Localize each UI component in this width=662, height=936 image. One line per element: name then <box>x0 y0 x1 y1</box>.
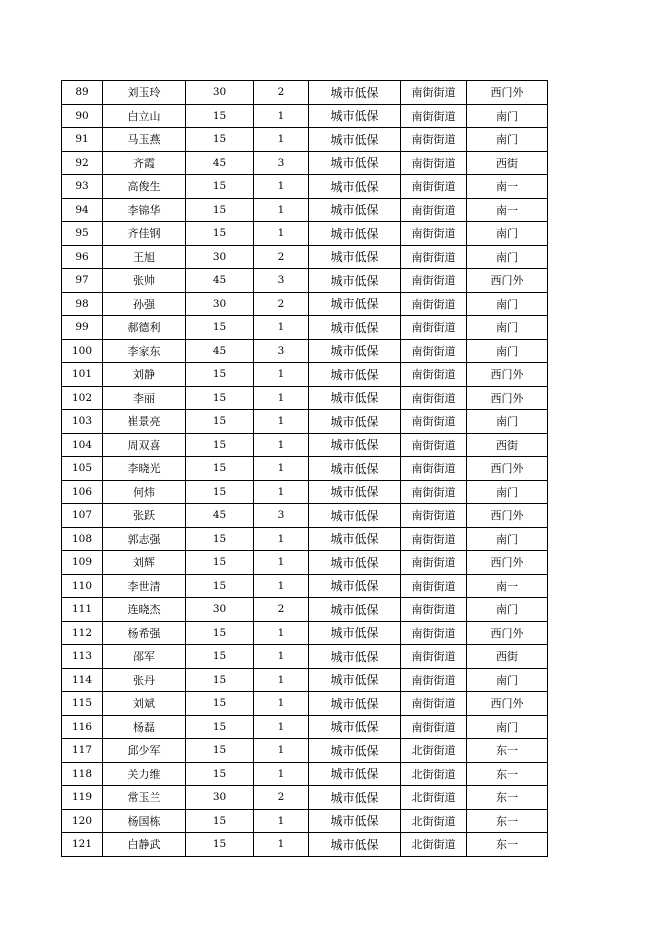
table-row <box>62 151 548 175</box>
table-row <box>62 316 548 340</box>
type-cell[interactable]: 城市低保 <box>309 104 401 128</box>
area-cell[interactable]: 西门外 <box>467 363 548 387</box>
area-cell[interactable]: 南门 <box>467 527 548 551</box>
table-row <box>62 480 548 504</box>
row-number[interactable]: 96 <box>62 245 103 269</box>
row-number[interactable]: 89 <box>62 81 103 105</box>
street-cell[interactable]: 北街街道 <box>401 786 467 810</box>
area-cell[interactable]: 南一 <box>467 175 548 199</box>
row-number[interactable]: 105 <box>62 457 103 481</box>
count-cell[interactable]: 1 <box>254 621 309 645</box>
row-number[interactable]: 92 <box>62 151 103 175</box>
table-row <box>62 128 548 152</box>
row-number[interactable]: 104 <box>62 433 103 457</box>
count-cell[interactable]: 1 <box>254 128 309 152</box>
name-cell[interactable]: 杨国栋 <box>103 809 186 833</box>
street-cell[interactable]: 南街街道 <box>401 339 467 363</box>
area-cell[interactable]: 南门 <box>467 292 548 316</box>
type-cell[interactable]: 城市低保 <box>309 574 401 598</box>
row-number[interactable]: 99 <box>62 316 103 340</box>
name-cell[interactable]: 齐霞 <box>103 151 186 175</box>
street-cell[interactable]: 南街街道 <box>401 81 467 105</box>
row-number[interactable]: 120 <box>62 809 103 833</box>
name-cell[interactable]: 李晓光 <box>103 457 186 481</box>
row-number[interactable]: 103 <box>62 410 103 434</box>
count-cell[interactable]: 1 <box>254 739 309 763</box>
count-cell[interactable]: 3 <box>254 151 309 175</box>
amount-cell[interactable]: 15 <box>186 175 254 199</box>
street-cell[interactable]: 南街街道 <box>401 316 467 340</box>
type-cell[interactable]: 城市低保 <box>309 739 401 763</box>
type-cell[interactable]: 城市低保 <box>309 316 401 340</box>
street-cell[interactable]: 南街街道 <box>401 104 467 128</box>
name-cell[interactable]: 杨磊 <box>103 715 186 739</box>
amount-cell[interactable]: 15 <box>186 386 254 410</box>
name-cell[interactable]: 张跃 <box>103 504 186 528</box>
name-cell[interactable]: 刘静 <box>103 363 186 387</box>
area-cell[interactable]: 西门外 <box>467 692 548 716</box>
area-cell[interactable]: 西门外 <box>467 504 548 528</box>
name-cell[interactable]: 李锦华 <box>103 198 186 222</box>
amount-cell[interactable]: 45 <box>186 504 254 528</box>
type-cell[interactable]: 城市低保 <box>309 551 401 575</box>
table-row <box>62 292 548 316</box>
row-number[interactable]: 95 <box>62 222 103 246</box>
table-row <box>62 645 548 669</box>
table-row <box>62 81 548 105</box>
count-cell[interactable]: 2 <box>254 292 309 316</box>
row-number[interactable]: 116 <box>62 715 103 739</box>
area-cell[interactable]: 西门外 <box>467 386 548 410</box>
name-cell[interactable]: 白立山 <box>103 104 186 128</box>
type-cell[interactable]: 城市低保 <box>309 809 401 833</box>
area-cell[interactable]: 南门 <box>467 668 548 692</box>
street-cell[interactable]: 南街街道 <box>401 645 467 669</box>
table-row <box>62 245 548 269</box>
count-cell[interactable]: 1 <box>254 386 309 410</box>
amount-cell[interactable]: 15 <box>186 363 254 387</box>
street-cell[interactable]: 南街街道 <box>401 504 467 528</box>
street-cell[interactable]: 南街街道 <box>401 433 467 457</box>
name-cell[interactable]: 刘玉玲 <box>103 81 186 105</box>
type-cell[interactable]: 城市低保 <box>309 480 401 504</box>
amount-cell[interactable]: 15 <box>186 128 254 152</box>
table-row <box>62 269 548 293</box>
street-cell[interactable]: 南街街道 <box>401 363 467 387</box>
street-cell[interactable]: 南街街道 <box>401 668 467 692</box>
name-cell[interactable]: 白静武 <box>103 833 186 857</box>
area-cell[interactable]: 南门 <box>467 316 548 340</box>
type-cell[interactable]: 城市低保 <box>309 363 401 387</box>
type-cell[interactable]: 城市低保 <box>309 786 401 810</box>
street-cell[interactable]: 南街街道 <box>401 692 467 716</box>
row-number[interactable]: 101 <box>62 363 103 387</box>
amount-cell[interactable]: 15 <box>186 762 254 786</box>
amount-cell[interactable]: 15 <box>186 457 254 481</box>
amount-cell[interactable]: 45 <box>186 269 254 293</box>
name-cell[interactable]: 连晓杰 <box>103 598 186 622</box>
table-row <box>62 809 548 833</box>
table-row <box>62 198 548 222</box>
count-cell[interactable]: 3 <box>254 504 309 528</box>
count-cell[interactable]: 3 <box>254 339 309 363</box>
area-cell[interactable]: 西门外 <box>467 269 548 293</box>
row-number[interactable]: 102 <box>62 386 103 410</box>
count-cell[interactable]: 2 <box>254 786 309 810</box>
count-cell[interactable]: 2 <box>254 245 309 269</box>
type-cell[interactable]: 城市低保 <box>309 715 401 739</box>
row-number[interactable]: 106 <box>62 480 103 504</box>
amount-cell[interactable]: 45 <box>186 339 254 363</box>
street-cell[interactable]: 南街街道 <box>401 574 467 598</box>
count-cell[interactable]: 1 <box>254 551 309 575</box>
row-number[interactable]: 114 <box>62 668 103 692</box>
type-cell[interactable]: 城市低保 <box>309 245 401 269</box>
row-number[interactable]: 112 <box>62 621 103 645</box>
amount-cell[interactable]: 45 <box>186 151 254 175</box>
table-row <box>62 433 548 457</box>
type-cell[interactable]: 城市低保 <box>309 527 401 551</box>
street-cell[interactable]: 南街街道 <box>401 175 467 199</box>
count-cell[interactable]: 1 <box>254 645 309 669</box>
amount-cell[interactable]: 15 <box>186 621 254 645</box>
area-cell[interactable]: 南门 <box>467 339 548 363</box>
count-cell[interactable]: 1 <box>254 480 309 504</box>
type-cell[interactable]: 城市低保 <box>309 175 401 199</box>
area-cell[interactable]: 东一 <box>467 739 548 763</box>
table-row <box>62 339 548 363</box>
count-cell[interactable]: 1 <box>254 692 309 716</box>
amount-cell[interactable]: 30 <box>186 245 254 269</box>
street-cell[interactable]: 北街街道 <box>401 809 467 833</box>
area-cell[interactable]: 东一 <box>467 809 548 833</box>
count-cell[interactable]: 1 <box>254 809 309 833</box>
name-cell[interactable]: 李家东 <box>103 339 186 363</box>
table-row <box>62 739 548 763</box>
table-row <box>62 175 548 199</box>
type-cell[interactable]: 城市低保 <box>309 222 401 246</box>
name-cell[interactable]: 齐佳钢 <box>103 222 186 246</box>
name-cell[interactable]: 崔景亮 <box>103 410 186 434</box>
row-number[interactable]: 115 <box>62 692 103 716</box>
amount-cell[interactable]: 15 <box>186 480 254 504</box>
row-number[interactable]: 119 <box>62 786 103 810</box>
row-number[interactable]: 108 <box>62 527 103 551</box>
count-cell[interactable]: 1 <box>254 833 309 857</box>
type-cell[interactable]: 城市低保 <box>309 621 401 645</box>
name-cell[interactable]: 孙强 <box>103 292 186 316</box>
count-cell[interactable]: 2 <box>254 598 309 622</box>
type-cell[interactable]: 城市低保 <box>309 339 401 363</box>
row-number[interactable]: 90 <box>62 104 103 128</box>
name-cell[interactable]: 何炜 <box>103 480 186 504</box>
type-cell[interactable]: 城市低保 <box>309 457 401 481</box>
type-cell[interactable]: 城市低保 <box>309 433 401 457</box>
table-row <box>62 715 548 739</box>
area-cell[interactable]: 南门 <box>467 128 548 152</box>
row-number[interactable]: 113 <box>62 645 103 669</box>
table-row <box>62 527 548 551</box>
area-cell[interactable]: 南一 <box>467 574 548 598</box>
table-row <box>62 457 548 481</box>
amount-cell[interactable]: 15 <box>186 551 254 575</box>
name-cell[interactable]: 邵军 <box>103 645 186 669</box>
name-cell[interactable]: 常玉兰 <box>103 786 186 810</box>
row-number[interactable]: 110 <box>62 574 103 598</box>
type-cell[interactable]: 城市低保 <box>309 386 401 410</box>
table-row <box>62 762 548 786</box>
area-cell[interactable]: 南门 <box>467 245 548 269</box>
row-number[interactable]: 91 <box>62 128 103 152</box>
amount-cell[interactable]: 30 <box>186 81 254 105</box>
count-cell[interactable]: 1 <box>254 175 309 199</box>
table-row <box>62 222 548 246</box>
area-cell[interactable]: 西街 <box>467 151 548 175</box>
type-cell[interactable]: 城市低保 <box>309 668 401 692</box>
table-row <box>62 410 548 434</box>
row-number[interactable]: 98 <box>62 292 103 316</box>
area-cell[interactable]: 东一 <box>467 833 548 857</box>
area-cell[interactable]: 南门 <box>467 598 548 622</box>
amount-cell[interactable]: 30 <box>186 598 254 622</box>
table-row <box>62 621 548 645</box>
name-cell[interactable]: 高俊生 <box>103 175 186 199</box>
area-cell[interactable]: 南门 <box>467 480 548 504</box>
amount-cell[interactable]: 15 <box>186 692 254 716</box>
table-row <box>62 786 548 810</box>
amount-cell[interactable]: 15 <box>186 410 254 434</box>
area-cell[interactable]: 西门外 <box>467 551 548 575</box>
amount-cell[interactable]: 15 <box>186 198 254 222</box>
amount-cell[interactable]: 15 <box>186 668 254 692</box>
area-cell[interactable]: 西门外 <box>467 621 548 645</box>
amount-cell[interactable]: 15 <box>186 739 254 763</box>
type-cell[interactable]: 城市低保 <box>309 269 401 293</box>
street-cell[interactable]: 南街街道 <box>401 621 467 645</box>
table-row <box>62 551 548 575</box>
street-cell[interactable]: 南街街道 <box>401 245 467 269</box>
row-number[interactable]: 121 <box>62 833 103 857</box>
area-cell[interactable]: 西门外 <box>467 457 548 481</box>
count-cell[interactable]: 1 <box>254 762 309 786</box>
name-cell[interactable]: 刘斌 <box>103 692 186 716</box>
area-cell[interactable]: 南一 <box>467 198 548 222</box>
name-cell[interactable]: 马玉燕 <box>103 128 186 152</box>
name-cell[interactable]: 张丹 <box>103 668 186 692</box>
count-cell[interactable]: 1 <box>254 574 309 598</box>
amount-cell[interactable]: 15 <box>186 645 254 669</box>
name-cell[interactable]: 刘辉 <box>103 551 186 575</box>
street-cell[interactable]: 南街街道 <box>401 386 467 410</box>
count-cell[interactable]: 1 <box>254 410 309 434</box>
type-cell[interactable]: 城市低保 <box>309 410 401 434</box>
table-row <box>62 363 548 387</box>
area-cell[interactable]: 东一 <box>467 786 548 810</box>
table-row <box>62 104 548 128</box>
type-cell[interactable]: 城市低保 <box>309 692 401 716</box>
count-cell[interactable]: 1 <box>254 104 309 128</box>
street-cell[interactable]: 南街街道 <box>401 198 467 222</box>
street-cell[interactable]: 南街街道 <box>401 457 467 481</box>
area-cell[interactable]: 西门外 <box>467 81 548 105</box>
count-cell[interactable]: 1 <box>254 527 309 551</box>
type-cell[interactable]: 城市低保 <box>309 645 401 669</box>
row-number[interactable]: 97 <box>62 269 103 293</box>
street-cell[interactable]: 南街街道 <box>401 292 467 316</box>
type-cell[interactable]: 城市低保 <box>309 762 401 786</box>
area-cell[interactable]: 西街 <box>467 645 548 669</box>
street-cell[interactable]: 南街街道 <box>401 269 467 293</box>
name-cell[interactable]: 郝德利 <box>103 316 186 340</box>
type-cell[interactable]: 城市低保 <box>309 198 401 222</box>
name-cell[interactable]: 李世清 <box>103 574 186 598</box>
name-cell[interactable]: 郭志强 <box>103 527 186 551</box>
beneficiary-table <box>61 80 548 857</box>
street-cell[interactable]: 南街街道 <box>401 128 467 152</box>
amount-cell[interactable]: 15 <box>186 715 254 739</box>
type-cell[interactable]: 城市低保 <box>309 292 401 316</box>
area-cell[interactable]: 西街 <box>467 433 548 457</box>
table-row <box>62 598 548 622</box>
area-cell[interactable]: 南门 <box>467 410 548 434</box>
row-number[interactable]: 117 <box>62 739 103 763</box>
row-number[interactable]: 93 <box>62 175 103 199</box>
count-cell[interactable]: 2 <box>254 81 309 105</box>
count-cell[interactable]: 1 <box>254 457 309 481</box>
amount-cell[interactable]: 15 <box>186 433 254 457</box>
name-cell[interactable]: 王旭 <box>103 245 186 269</box>
spreadsheet-table <box>61 80 547 857</box>
count-cell[interactable]: 1 <box>254 668 309 692</box>
street-cell[interactable]: 南街街道 <box>401 480 467 504</box>
amount-cell[interactable]: 15 <box>186 833 254 857</box>
count-cell[interactable]: 1 <box>254 222 309 246</box>
type-cell[interactable]: 城市低保 <box>309 504 401 528</box>
street-cell[interactable]: 北街街道 <box>401 833 467 857</box>
type-cell[interactable]: 城市低保 <box>309 151 401 175</box>
street-cell[interactable]: 南街街道 <box>401 151 467 175</box>
count-cell[interactable]: 1 <box>254 433 309 457</box>
type-cell[interactable]: 城市低保 <box>309 81 401 105</box>
name-cell[interactable]: 关力维 <box>103 762 186 786</box>
row-number[interactable]: 94 <box>62 198 103 222</box>
name-cell[interactable]: 周双喜 <box>103 433 186 457</box>
table-row <box>62 574 548 598</box>
count-cell[interactable]: 3 <box>254 269 309 293</box>
type-cell[interactable]: 城市低保 <box>309 833 401 857</box>
amount-cell[interactable]: 15 <box>186 104 254 128</box>
name-cell[interactable]: 杨希强 <box>103 621 186 645</box>
amount-cell[interactable]: 30 <box>186 786 254 810</box>
amount-cell[interactable]: 15 <box>186 574 254 598</box>
area-cell[interactable]: 南门 <box>467 104 548 128</box>
street-cell[interactable]: 南街街道 <box>401 551 467 575</box>
street-cell[interactable]: 南街街道 <box>401 715 467 739</box>
table-row <box>62 833 548 857</box>
row-number[interactable]: 100 <box>62 339 103 363</box>
area-cell[interactable]: 南门 <box>467 222 548 246</box>
area-cell[interactable]: 东一 <box>467 762 548 786</box>
table-row <box>62 692 548 716</box>
amount-cell[interactable]: 15 <box>186 809 254 833</box>
name-cell[interactable]: 张帅 <box>103 269 186 293</box>
name-cell[interactable]: 李丽 <box>103 386 186 410</box>
row-number[interactable]: 118 <box>62 762 103 786</box>
street-cell[interactable]: 南街街道 <box>401 222 467 246</box>
row-number[interactable]: 111 <box>62 598 103 622</box>
table-row <box>62 386 548 410</box>
count-cell[interactable]: 1 <box>254 198 309 222</box>
amount-cell[interactable]: 30 <box>186 292 254 316</box>
count-cell[interactable]: 1 <box>254 363 309 387</box>
amount-cell[interactable]: 15 <box>186 316 254 340</box>
amount-cell[interactable]: 15 <box>186 527 254 551</box>
table-row <box>62 504 548 528</box>
name-cell[interactable]: 邱少军 <box>103 739 186 763</box>
count-cell[interactable]: 1 <box>254 715 309 739</box>
area-cell[interactable]: 南门 <box>467 715 548 739</box>
street-cell[interactable]: 南街街道 <box>401 527 467 551</box>
street-cell[interactable]: 南街街道 <box>401 410 467 434</box>
street-cell[interactable]: 北街街道 <box>401 762 467 786</box>
amount-cell[interactable]: 15 <box>186 222 254 246</box>
table-row <box>62 668 548 692</box>
row-number[interactable]: 109 <box>62 551 103 575</box>
row-number[interactable]: 107 <box>62 504 103 528</box>
type-cell[interactable]: 城市低保 <box>309 128 401 152</box>
count-cell[interactable]: 1 <box>254 316 309 340</box>
type-cell[interactable]: 城市低保 <box>309 598 401 622</box>
street-cell[interactable]: 南街街道 <box>401 598 467 622</box>
street-cell[interactable]: 北街街道 <box>401 739 467 763</box>
